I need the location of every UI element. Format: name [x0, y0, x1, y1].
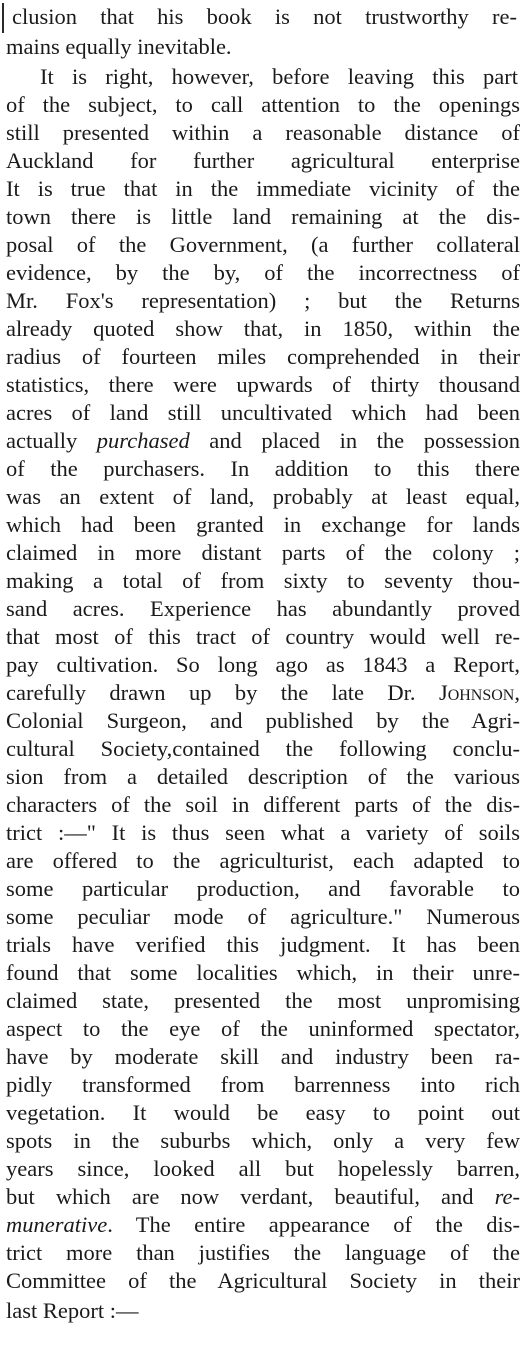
column-rule — [2, 3, 4, 33]
text-line: Auckland for further agricultural enterprise — [6, 148, 520, 173]
text-line: spots in the suburbs which, only a very few — [6, 1128, 520, 1153]
text-line: mains equally inevitable. — [6, 34, 232, 59]
text-line: claimed in more distant parts of the colony ; — [6, 540, 520, 565]
text-line: Committee of the Agricultural Society in their — [6, 1268, 520, 1293]
text-line: evidence, by the by, of the incorrectness of — [6, 260, 520, 285]
text-line: some peculiar mode of agriculture." Numerous — [6, 904, 520, 929]
text-line: trials have verified this judgment. It has been — [6, 932, 520, 957]
text-line: posal of the Government, (a further collateral — [6, 232, 520, 257]
text-line-with-italic: actually purchased and placed in the possession — [6, 428, 520, 453]
text-line: aspect to the eye of the uninformed spectator, — [6, 1016, 520, 1041]
text-line: radius of fourteen miles comprehended in their — [6, 344, 520, 369]
text-line: are offered to the agriculturist, each adapted to — [6, 848, 520, 873]
text-line: years since, looked all but hopelessly barren, — [6, 1156, 520, 1181]
text-line: was an extent of land, probably at least equal, — [6, 484, 520, 509]
text-line: pidly transformed from barrenness into rich — [6, 1072, 520, 1097]
text-line-with-italic: but which are now verdant, beautiful, and re- — [6, 1184, 520, 1209]
text-line: statistics, there were upwards of thirty thousand — [6, 372, 520, 397]
text-line: sand acres. Experience has abundantly proved — [6, 596, 520, 621]
text-line: acres of land still uncultivated which had been — [6, 400, 520, 425]
text-line: Mr. Fox's representation) ; but the Returns — [6, 288, 520, 313]
text-line: Colonial Surgeon, and published by the Agri- — [6, 708, 520, 733]
text-line: pay cultivation. So long ago as 1843 a Report, — [6, 652, 520, 677]
text-line: have by moderate skill and industry been ra- — [6, 1044, 520, 1069]
text-line: It is right, however, before leaving this part — [40, 64, 518, 89]
text-line: already quoted show that, in 1850, within the — [6, 316, 520, 341]
text-line: last Report :— — [6, 1298, 139, 1323]
text-line-with-smallcaps: carefully drawn up by the late Dr. Johnson, — [6, 680, 520, 705]
text-line: town there is little land remaining at the dis- — [6, 204, 520, 229]
text-line: cultural Society,contained the following conclu- — [6, 736, 520, 761]
text-line: claimed state, presented the most unpromising — [6, 988, 520, 1013]
text-line: trict more than justifies the language of the — [6, 1240, 520, 1265]
text-line: which had been granted in exchange for lands — [6, 512, 520, 537]
text-line: making a total of from sixty to seventy thou- — [6, 568, 520, 593]
text-line: It is true that in the immediate vicinity of the — [6, 176, 520, 201]
text-line: trict :—" It is thus seen what a variety of soils — [6, 820, 520, 845]
text-line: of the subject, to call attention to the openings — [6, 92, 520, 117]
text-line: sion from a detailed description of the various — [6, 764, 520, 789]
text-line: of the purchasers. In addition to this there — [6, 456, 520, 481]
text-line: clusion that his book is not trustworthy re- — [12, 4, 517, 29]
text-line: some particular production, and favorable to — [6, 876, 520, 901]
text-line: found that some localities which, in their unre- — [6, 960, 520, 985]
text-line: characters of the soil in different parts of the dis- — [6, 792, 520, 817]
text-line: that most of this tract of country would well re- — [6, 624, 520, 649]
text-line-with-italic: munerative. The entire appearance of the dis- — [6, 1212, 520, 1237]
text-line: still presented within a reasonable distance of — [6, 120, 520, 145]
text-line: vegetation. It would be easy to point out — [6, 1100, 520, 1125]
